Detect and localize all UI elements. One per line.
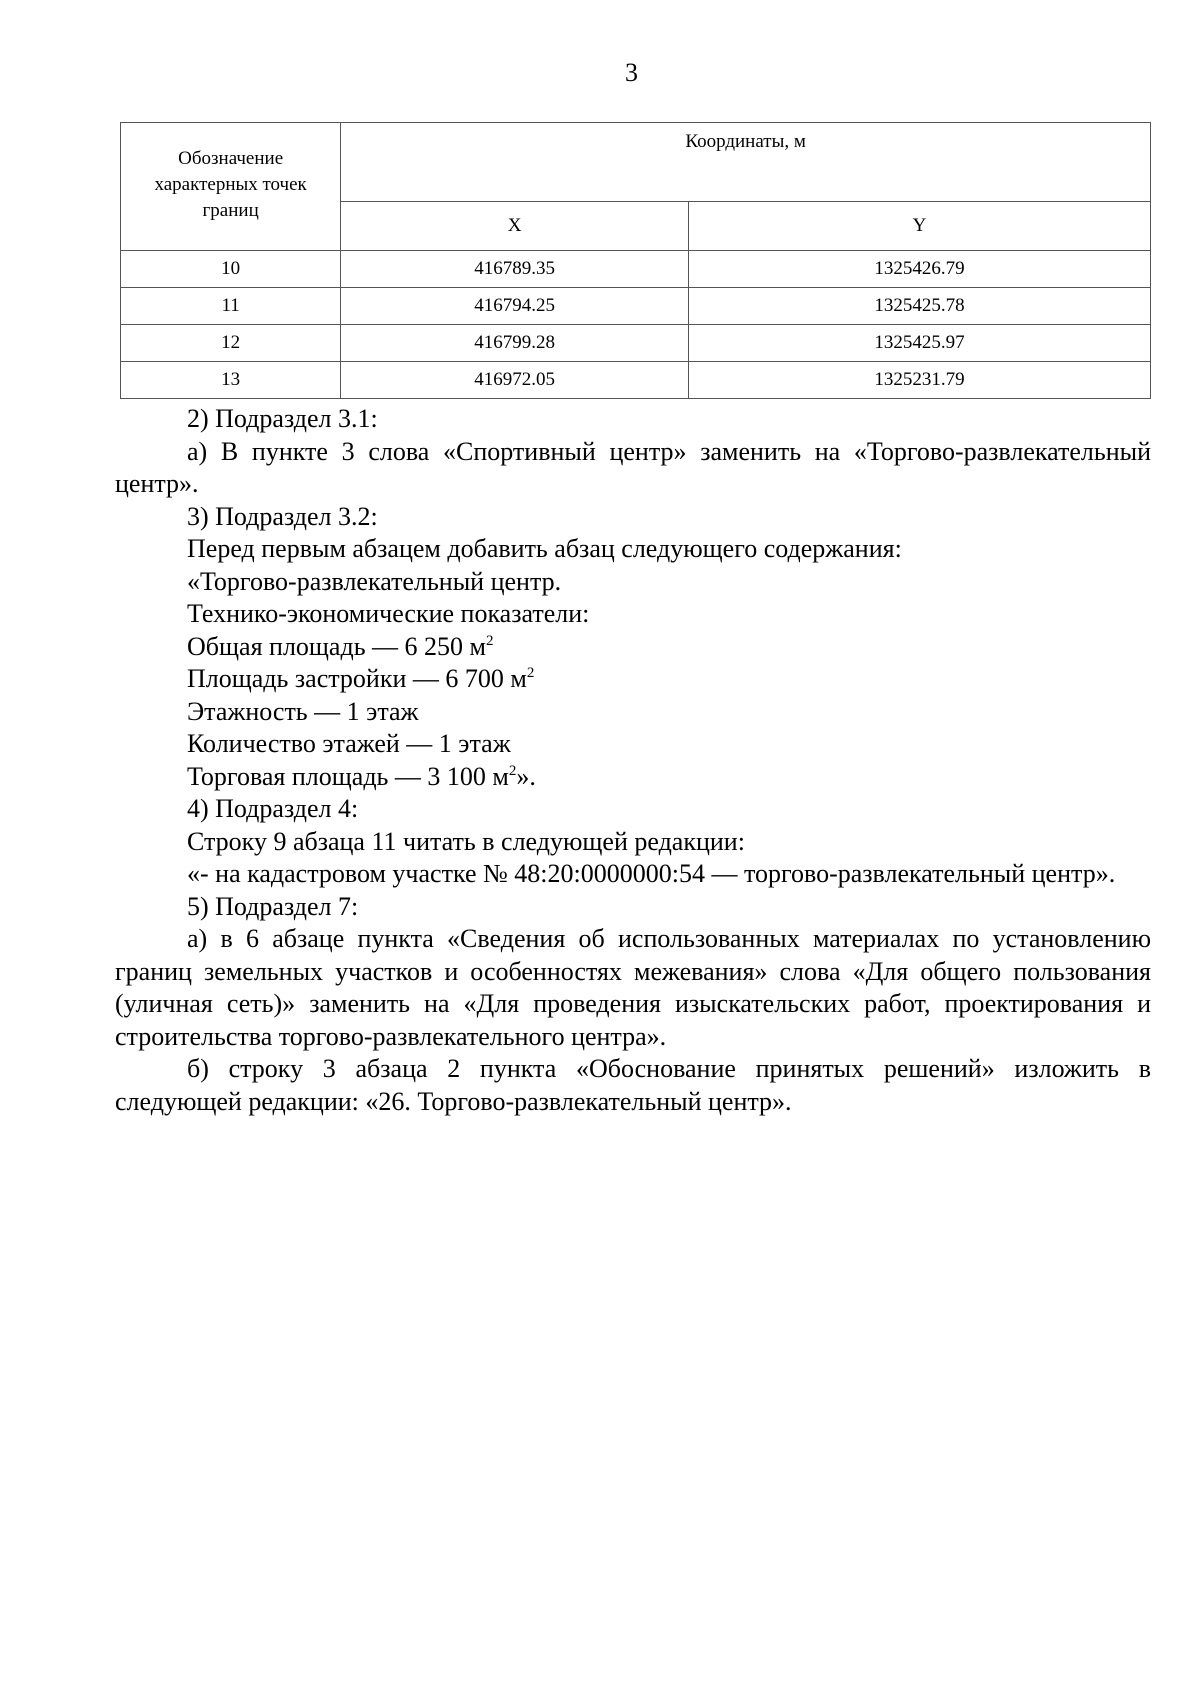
total-area-text: Общая площадь — 6 250 м [187,631,487,661]
table-cell-point: 12 [121,325,341,362]
paragraph: 5) Подраздел 7: [187,891,359,921]
table-cell-y: 1325231.79 [688,362,1150,399]
paragraph: Количество этажей — 1 этаж [187,729,511,758]
paragraph: 4) Подраздел 4: [187,794,359,823]
table-cell-y: 1325425.78 [688,288,1150,325]
table-header-points: Обозначение характерных точек границ [121,123,341,251]
trade-area-text: Торговая площадь — 3 100 м [187,761,509,791]
table-cell-point: 10 [121,251,341,288]
paragraph: Перед первым абзацем добавить абзац следующего содержания: [187,534,902,563]
paragraph: б) строку 3 абзаца 2 пункта «Обоснование принятых решений» изложить в следующей редакции: «26. Торгово-развлекательный центр». [115,1054,1151,1116]
table-cell-x: 416794.25 [341,288,689,325]
document-body [115,403,1151,1118]
table-cell-point: 11 [121,288,341,325]
table-row [121,362,1151,399]
paragraph: 2) Подраздел 3.1: [187,404,378,433]
page-number: 3 [625,58,638,87]
table-header-coordinates: Координаты, м [341,123,1151,202]
superscript: 2 [526,665,535,681]
paragraph: «- на кадастровом участке № 48:20:0000000:54 — торгово-развлекательный центр». [187,859,1116,888]
superscript: 2 [486,632,494,649]
paragraph [115,663,1151,696]
built-area-text: Площадь застройки — 6 700 м [187,664,527,693]
table-header-x: X [341,202,689,251]
paragraph: Строку 9 абзаца 11 читать в следующей редакции: [187,826,745,856]
paragraph: Технико-экономические показатели: [187,599,590,628]
coordinates-table [120,122,1151,399]
table-cell-x: 416799.28 [341,325,689,362]
paragraph: 3) Подраздел 3.2: [187,501,378,531]
table-cell-x: 416789.35 [341,251,689,288]
paragraph: «Торгово-развлекательный центр. [187,566,562,596]
paragraph [115,631,1151,664]
paragraph: а) В пункте 3 слова «Спортивный центр» заменить на «Торгово-развлекательный центр». [115,436,1151,498]
paragraph: Этажность — 1 этаж [187,696,419,726]
paragraph: а) в 6 абзаце пункта «Сведения об использованных материалах по установлению границ земельных участков и особенностях межевания» слова «Для общего пользования (уличная сеть)» заменить на «Для проведения изыскательских работ, проектирования и строительства торгово-развлекательного центра». [115,924,1151,1051]
table-cell-x: 416972.05 [341,362,689,399]
table-cell-point: 13 [121,362,341,399]
paragraph [115,761,1151,794]
superscript: 2 [508,762,517,779]
table-row [121,251,1151,288]
table-row [121,325,1151,362]
table-header-y: Y [688,202,1150,251]
table-cell-y: 1325426.79 [688,251,1150,288]
closing-quote: ». [516,761,536,791]
table-row [121,288,1151,325]
table-cell-y: 1325425.97 [688,325,1150,362]
